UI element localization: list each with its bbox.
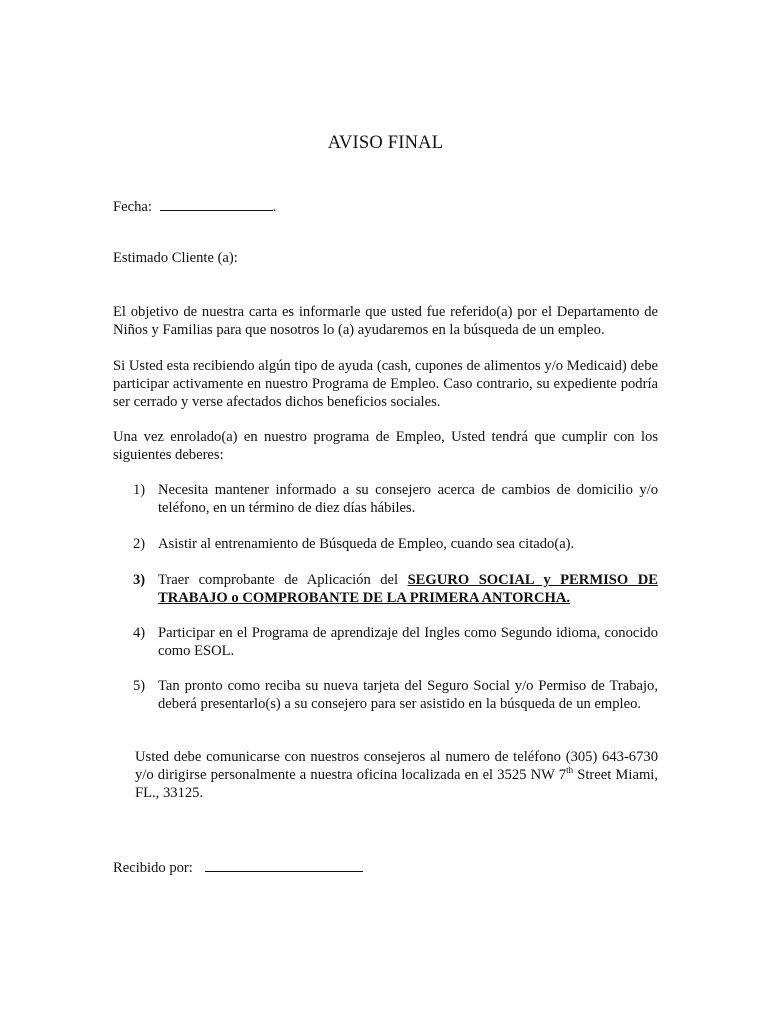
paragraph-intro: El objetivo de nuestra carta es informarle que usted fue referido(a) por el Departamento de Niños y Familias para que nosotros lo (a) ayudaremos en la búsqueda de un empleo.	[113, 304, 658, 338]
salutation: Estimado Cliente (a):	[113, 250, 238, 266]
date-blank-field[interactable]	[160, 196, 273, 211]
list-item-text: Necesita mantener informado a su consejero acerca de cambios de domicilio y/o teléfono, en un término de diez días hábiles.	[158, 482, 658, 516]
contact-superscript: th	[566, 765, 574, 776]
list-item-number: 4)	[133, 625, 146, 641]
contact-text-main: Usted debe comunicarse con nuestros consejeros al numero de teléfono (305) 643-6730 y/o dirigirse personalmente a nuestra oficina localizada en el 3525 NW 7	[135, 749, 658, 783]
list-item-number: 5)	[133, 678, 146, 694]
list-item-number: 1)	[133, 482, 146, 498]
document-title: AVISO FINAL	[327, 133, 444, 153]
list-item-text: Participar en el Programa de aprendizaje del Ingles como Segundo idioma, conocido como ESOL.	[158, 625, 658, 659]
list-item-number: 3)	[133, 572, 146, 588]
list-item-text: Asistir al entrenamiento de Búsqueda de Empleo, cuando sea citado(a).	[158, 536, 575, 552]
paragraph-assistance: Si Usted esta recibiendo algún tipo de ayuda (cash, cupones de alimentos y/o Medicaid) debe participar activamente en nuestro Programa de Empleo. Caso contrario, su expediente podría ser cerrado y verse afectados dichos beneficios sociales.	[113, 358, 658, 410]
date-label: Fecha:	[113, 199, 152, 215]
received-by-label: Recibido por:	[113, 860, 193, 876]
date-suffix: .	[272, 199, 277, 215]
contact-text	[135, 748, 658, 802]
list-item-3	[133, 571, 658, 607]
list-item-number: 2)	[133, 536, 146, 552]
received-by-line	[113, 857, 658, 877]
received-by-blank-field[interactable]	[205, 857, 363, 872]
list-item-4	[133, 624, 658, 660]
list-item-text-plain: Traer comprobante de Aplicación del	[158, 572, 408, 588]
list-item-text-emphasis: SEGURO SOCIAL y PERMISO DE TRABAJO o COMPROBANTE DE LA PRIMERA ANTORCHA.	[158, 572, 659, 606]
list-item-text: Tan pronto como reciba su nueva tarjeta del Seguro Social y/o Permiso de Trabajo, deberá presentarlo(s) a su consejero para ser asistido en la búsqueda de un empleo.	[158, 678, 658, 712]
list-item-2	[133, 535, 658, 553]
list-item-text	[158, 571, 658, 607]
list-item-1	[133, 481, 658, 517]
contact-text-end: Street Miami, FL., 33125.	[135, 767, 658, 801]
paragraph-duties-intro: Una vez enrolado(a) en nuestro programa de Empleo, Usted tendrá que cumplir con los siguientes deberes:	[113, 429, 658, 463]
date-line	[113, 196, 658, 216]
contact-paragraph	[133, 748, 658, 802]
list-item-5	[133, 677, 658, 713]
document-page	[113, 0, 658, 1024]
